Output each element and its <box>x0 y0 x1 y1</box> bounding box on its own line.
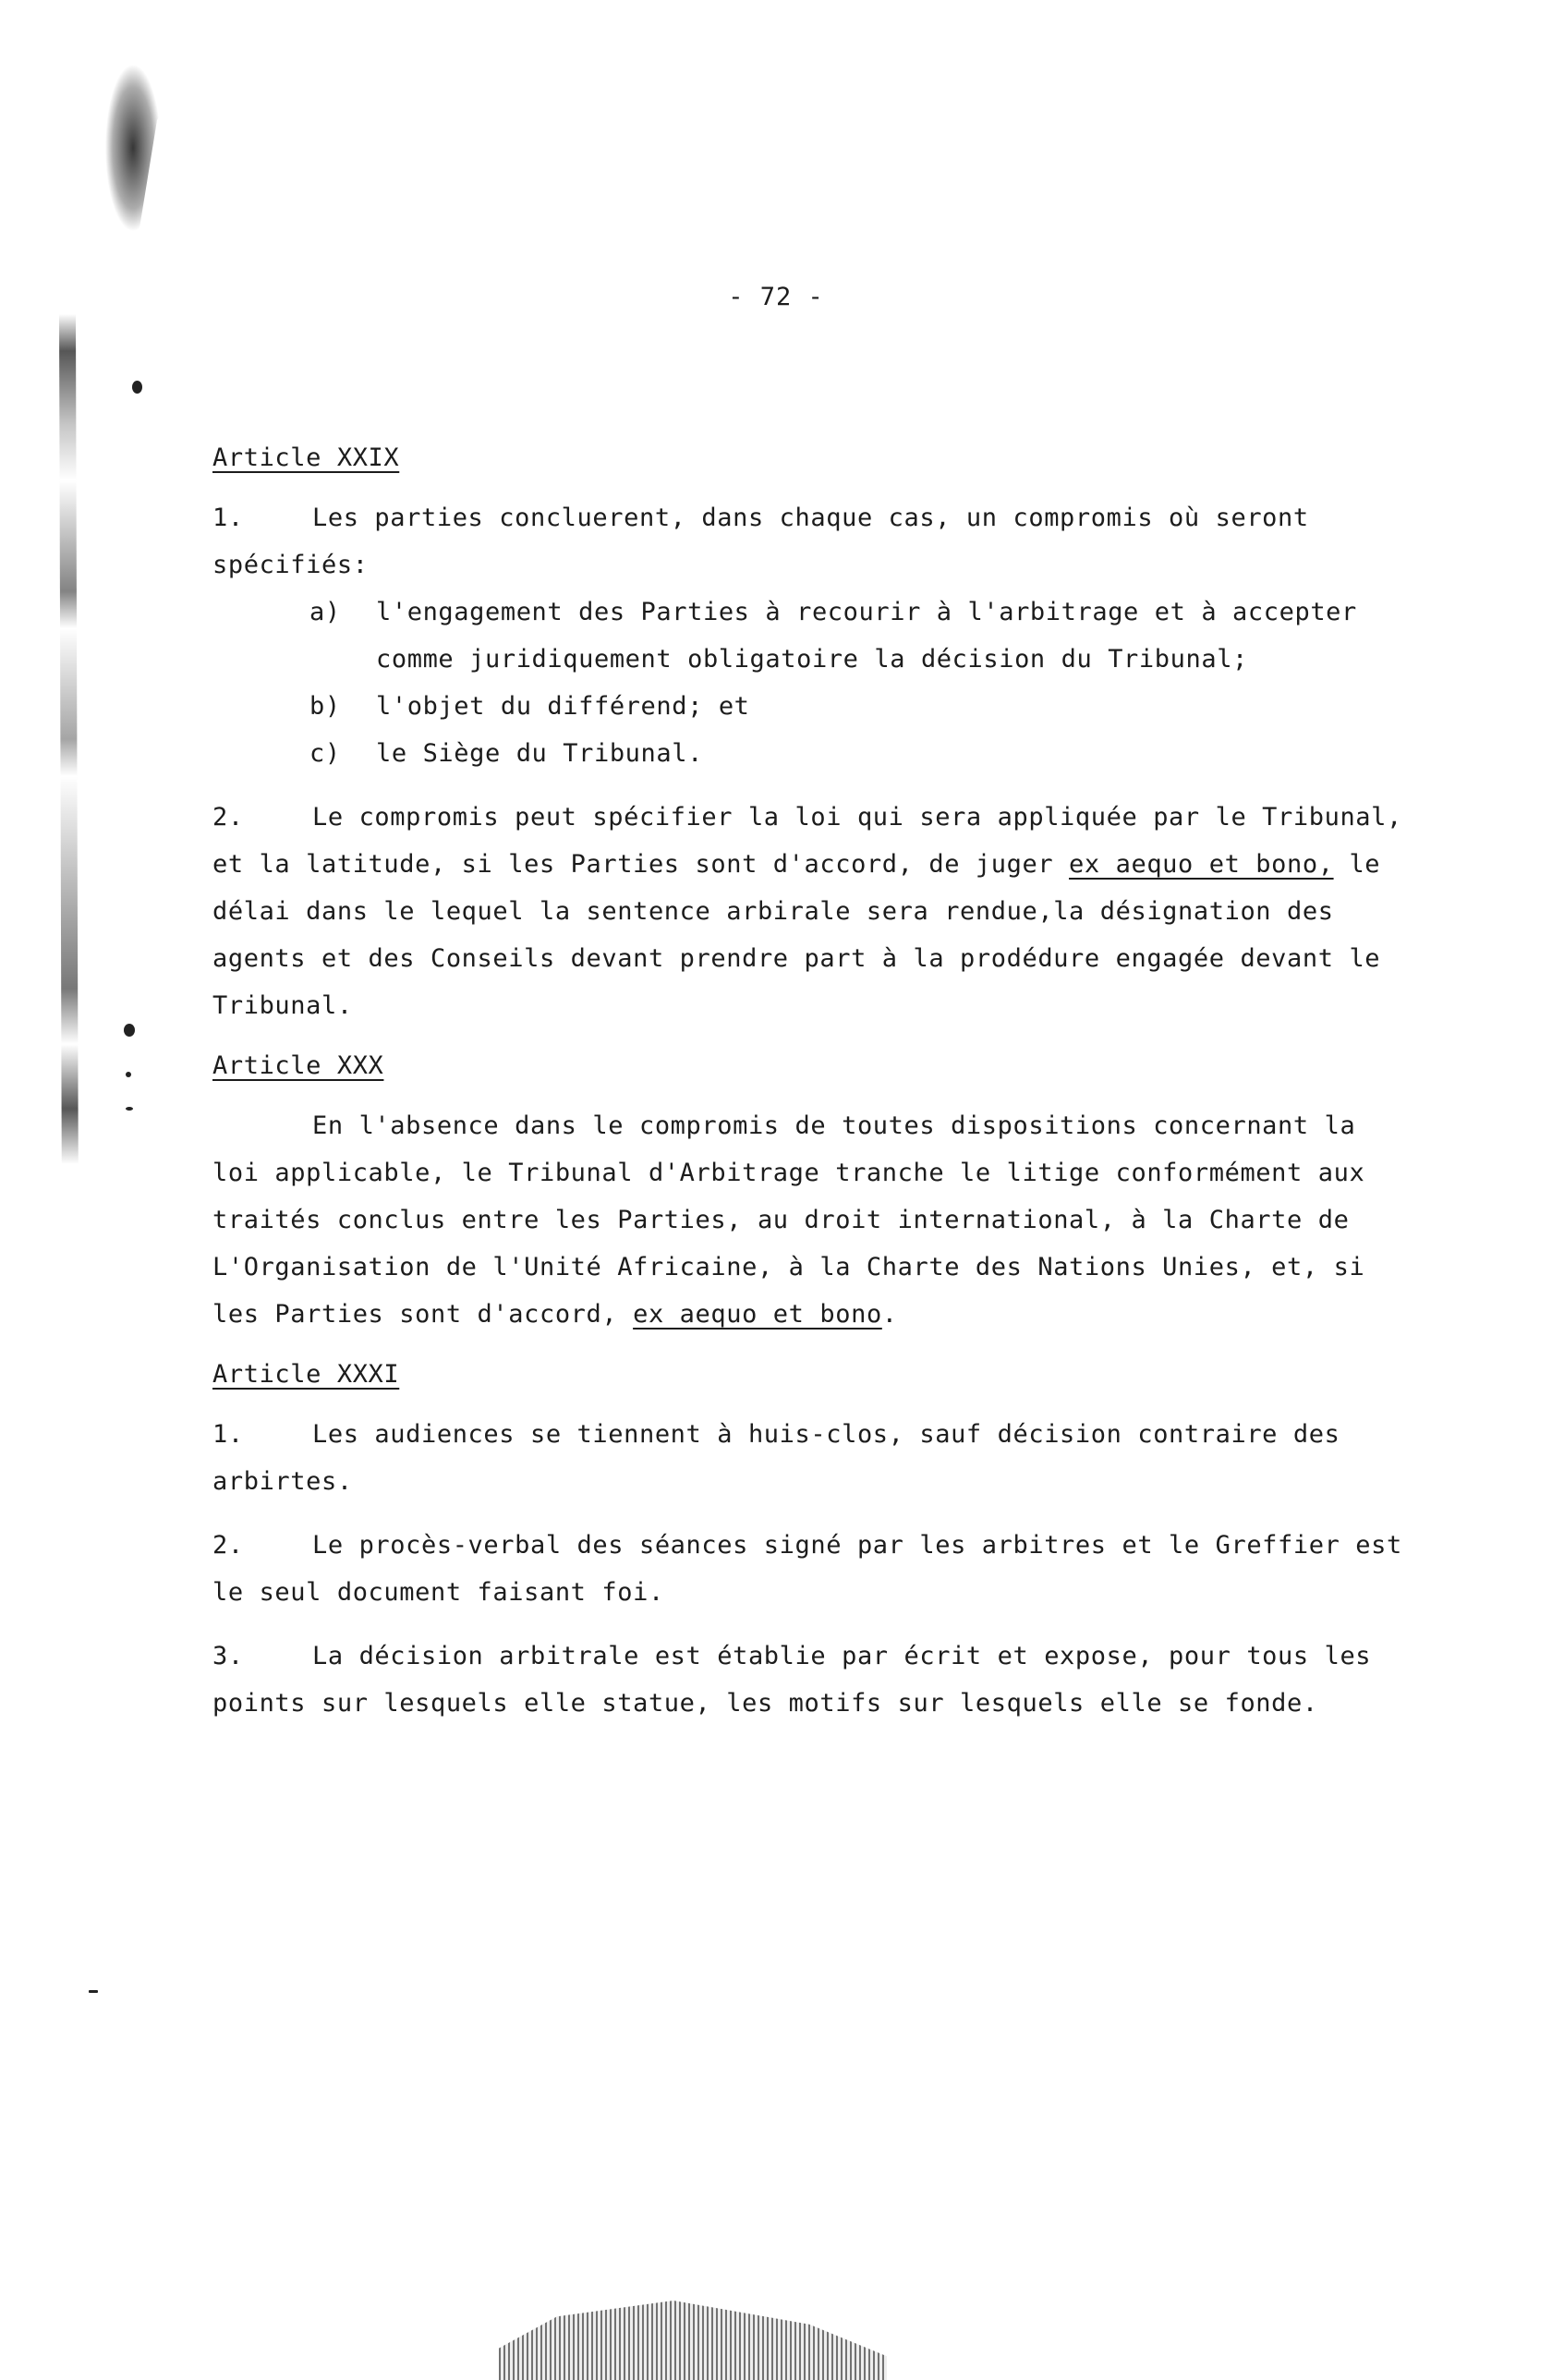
list-item <box>309 589 1413 683</box>
latin-phrase: ex aequo et bono <box>633 1300 882 1329</box>
article-paragraph <box>212 1102 1413 1338</box>
scan-dot <box>132 381 142 394</box>
paragraph-text: . <box>881 1300 898 1329</box>
list-item <box>309 683 1413 730</box>
scan-dot <box>126 1107 133 1111</box>
list-item <box>309 730 1413 777</box>
article-paragraph <box>212 794 1413 1029</box>
article-heading: Article XXX <box>212 1051 384 1080</box>
paragraph-text: Les audiences se tiennent à huis-clos, sauf décision contraire des arbirtes. <box>212 1420 1340 1496</box>
paragraph-text: La décision arbitrale est établie par écrit et expose, pour tous les points sur lesquels elle statue, les motifs sur lesquels elle se fonde. <box>212 1642 1372 1718</box>
latin-phrase: ex aequo et bono, <box>1069 850 1334 879</box>
paragraph-number: 2. <box>212 1531 244 1560</box>
article-heading: Article XXXI <box>212 1360 400 1389</box>
document-body <box>212 434 1413 1727</box>
scan-dot <box>124 1024 135 1037</box>
paragraph-number: 1. <box>212 1420 244 1449</box>
scan-edge-marks <box>37 314 92 1238</box>
item-letter: c) <box>309 739 341 768</box>
paragraph-text: Le compromis peut spécifier la loi qui sera appliquée par le Tribunal, et la latitude, si les Parties sont d'accord, de juger <box>212 803 1402 879</box>
paragraph-text: En l'absence dans le compromis de toutes dispositions concernant la loi applicable, le Tribunal d'Arbitrage tranche le litige conformément aux traités conclus entre les Parties, au droit international, à la Charte de L'Organisation de l'Unité Africaine, à la Charte des Nations Unies, et, si les Parties sont d'accord, <box>212 1111 1365 1329</box>
item-letter: b) <box>309 692 341 721</box>
page-number: - 72 - <box>728 283 824 311</box>
article-paragraph <box>212 1522 1413 1616</box>
paragraph-number: 2. <box>212 803 244 832</box>
item-text: l'objet du différend; et <box>376 692 750 721</box>
paragraph-text: le délai dans le lequel la sentence arbirale sera rendue,la désignation des agents et des Conseils devant prendre part à la prodédure engagée devant le Tribunal. <box>212 850 1381 1020</box>
scan-smudge <box>85 37 205 314</box>
scan-dot <box>126 1072 131 1077</box>
paragraph-number: 1. <box>212 504 244 532</box>
article-paragraph <box>212 494 1413 589</box>
item-text: le Siège du Tribunal. <box>376 739 703 768</box>
article-heading: Article XXIX <box>212 443 400 472</box>
scan-dot <box>89 1990 98 1993</box>
paragraph-text: Les parties concluerent, dans chaque cas, un compromis où seront spécifiés: <box>212 504 1309 579</box>
item-letter: a) <box>309 598 341 626</box>
article-paragraph <box>212 1633 1413 1727</box>
paragraph-text: Le procès-verbal des séances signé par les arbitres et le Greffier est le seul document faisant foi. <box>212 1531 1402 1607</box>
article-paragraph <box>212 1411 1413 1505</box>
item-text: l'engagement des Parties à recourir à l'arbitrage et à accepter comme juridiquement obligatoire la décision du Tribunal; <box>376 598 1357 674</box>
scan-bottom-smudge <box>499 2301 887 2380</box>
paragraph-number: 3. <box>212 1642 244 1670</box>
